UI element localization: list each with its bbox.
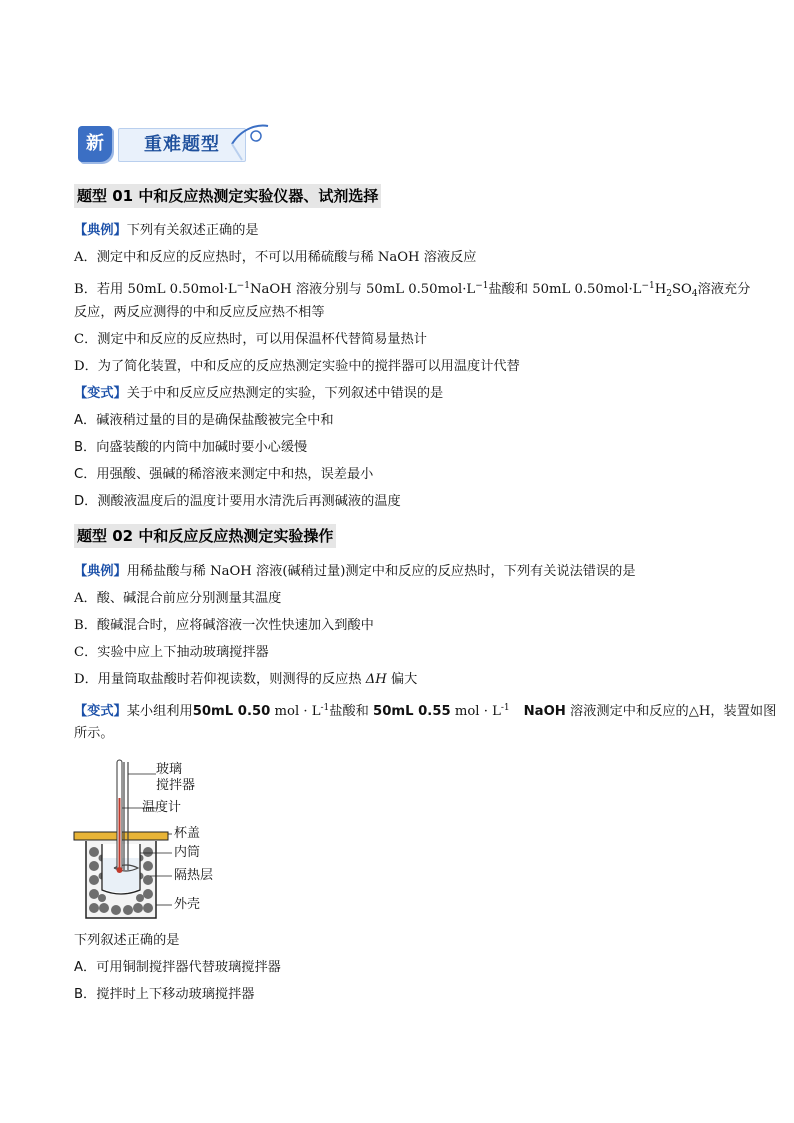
v-bold-2: 50mL 0.55 [373,704,451,719]
s2-example-stem [74,562,636,582]
stem-text: 关于中和反应反应热测定的实验，下列叙述中错误的是 [126,386,444,401]
s2-variant-line2: 所示。 [74,726,114,741]
s2-option-d [74,670,417,690]
section1-heading: 题型 01 中和反应热测定实验仪器、试剂选择 [74,184,381,208]
d-text: D．用量筒取盐酸时若仰视读数，则测得的反应热 [74,672,366,687]
s1-option-d: D．为了简化装置，中和反应的反应热测定实验中的搅拌器可以用温度计代替 [74,359,520,374]
insulation-label: 隔热层 [174,868,214,883]
s2-variant-stem [74,698,776,722]
thermometer-label: 温度计 [142,800,182,815]
section2-heading: 题型 02 中和反应反应热测定实验操作 [74,524,336,548]
stem-text: 用稀盐酸与稀 NaOH 溶液(碱稍过量)测定中和反应的反应热时，下列有关说法错误的是 [126,564,636,579]
stirrer-label-1: 玻璃 [156,762,183,777]
s1-variant-a: A．碱液稍过量的目的是确保盐酸被完全中和 [74,413,334,428]
s1-option-b-line2: 反应，两反应测得的中和反应反应热不相等 [74,305,325,320]
superscript: −1 [641,281,655,291]
d-text-end: 偏大 [386,672,418,687]
q3-stem: 下列叙述正确的是 [74,933,180,948]
s1-option-b-line1 [74,276,750,304]
s1-variant-c: C．用强酸、强碱的稀溶液来测定中和热，误差最小 [74,467,374,482]
v-text: 盐酸和 [329,704,374,719]
s1-example-stem [74,221,259,241]
q3-option-a: A．可用铜制搅拌器代替玻璃搅拌器 [74,960,281,975]
s1-variant-d: D．测酸液温度后的温度计要用水清洗后再测碱液的温度 [74,494,401,509]
v-unit: mol · L [270,704,321,719]
v-bold-1: 50mL 0.50 [192,704,271,719]
b-text-so: SO [671,282,692,297]
outer-shell-label: 外壳 [174,897,201,912]
q3-option-b: B．搅拌时上下移动玻璃搅拌器 [74,987,255,1002]
subscript: 2 [666,289,672,299]
new-badge: 新 [78,126,112,162]
stem-text: 下列有关叙述正确的是 [126,223,259,238]
b-text-h: H [654,282,667,297]
banner-title: 重难题型 [118,128,246,162]
b-text-1: B．若用 50mL 0.50mol·L [74,282,237,297]
calorimeter-figure [72,758,242,923]
subscript: 4 [691,289,698,299]
s1-variant-b: B．向盛装酸的内筒中加碱时要小心缓慢 [74,440,308,455]
v-bold-3: NaOH [523,704,566,719]
s1-option-c: C．测定中和反应的反应热时，可以用保温杯代替简易量热计 [74,332,427,347]
s1-variant-stem [74,384,443,404]
section-banner [78,122,268,168]
superscript: −1 [475,281,489,291]
lid-label: 杯盖 [174,826,201,841]
v-unit: mol · L [450,704,501,719]
stirrer-label-2: 搅拌器 [156,778,196,793]
v-text: 某小组利用 [126,704,193,719]
b-text-3: 盐酸和 50mL 0.50mol·L [488,282,642,297]
b-text-2: NaOH 溶液分别与 50mL 0.50mol·L [249,282,476,297]
b-text-end: 溶液充分 [697,282,751,297]
s2-option-c: C．实验中应上下抽动玻璃搅拌器 [74,645,269,660]
superscript: -1 [320,703,330,713]
s2-option-a: A．酸、碱混合前应分别测量其温度 [74,591,282,606]
s1-option-a: A．测定中和反应的反应热时，不可以用稀硫酸与稀 NaOH 溶液反应 [74,250,477,265]
variant-tag: 【变式】 [74,704,127,719]
variant-tag: 【变式】 [74,386,127,401]
v-text: 溶液测定中和反应的△H，装置如图 [565,704,777,719]
inner-cup-label: 内筒 [174,845,201,860]
example-tag: 【典例】 [74,223,127,238]
superscript: −1 [236,281,250,291]
example-tag: 【典例】 [74,564,127,579]
delta-h-symbol: ΔH [365,672,387,687]
ribbon-swirl-icon [228,122,272,162]
s2-option-b: B．酸碱混合时，应将碱溶液一次性快速加入到酸中 [74,618,374,633]
superscript: -1 [500,703,510,713]
